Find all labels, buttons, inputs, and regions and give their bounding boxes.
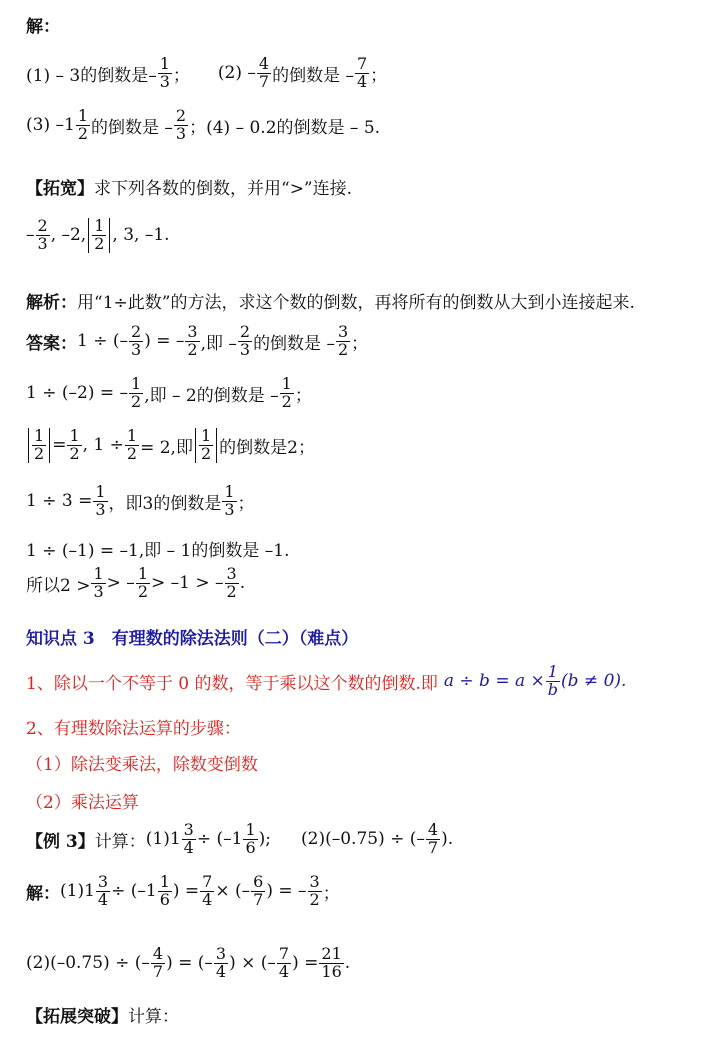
rule-2: 2、有理数除法运算的步骤： (26, 719, 241, 739)
number-list: – $\frac{2}{3}$ , –2, $\frac{1}{2}$ , 3, –1. (26, 216, 170, 253)
answer-conclusion: 所以2 > $\frac{1}{3}$ > – $\frac{1}{2}$ > –1 > – $\frac{3}{2}$ . (26, 564, 246, 601)
solution-label: 解： (26, 17, 60, 37)
extension-breakthrough: 【拓展突破】 计算： (26, 1007, 179, 1027)
knowledge-point-title: 知识点 3 有理数的除法法则（二）（难点） (26, 629, 359, 649)
answer-step-2: 1 ÷ (–2) = – $\frac{1}{2}$ ,即 – 2的倒数是 – $\frac{1}{2}$ ； (26, 374, 312, 411)
answer-line-2: (3) –1 $\frac{1}{2}$ 的倒数是 – $\frac{2}{3}$ ；(4) – 0.2的倒数是 – 5. (26, 106, 381, 143)
solution-1: 解： (1)1 $\frac{3}{4}$ ÷ (–1 $\frac{1}{6}$ ) = $\frac{7}{4}$ × (– $\frac{6}{7}$ ) = – $\frac{3}{2}$ ； (26, 872, 340, 909)
rule-1: 1、除以一个不等于 0 的数，等于乘以这个数的倒数.即 a ÷ b = a × $\frac{1}{b}$ (b ≠ 0). (26, 662, 627, 699)
answer-step-4: 1 ÷ 3 = $\frac{1}{3}$ ，即3的倒数是 $\frac{1}{3}$ ； (26, 482, 255, 519)
extension-question: 【拓宽】 求下列各数的倒数，并用“>”连接. (26, 179, 353, 199)
answer-line-1: (1) – 3的倒数是– $\frac{1}{3}$ ； (2) – $\frac{4}{7}$ 的倒数是 – $\frac{7}{4}$ ； (26, 54, 388, 91)
answer-step-3: $\frac{1}{2}$ = $\frac{1}{2}$ , 1 ÷ $\frac{1}{2}$ = 2,即 $\frac{1}{2}$ 的倒数是2； (26, 428, 315, 463)
example-3: 【例 3】 计算： (1)1 $\frac{3}{4}$ ÷ (–1 $\frac{1}{6}$ ); (2)(–0.75) ÷ (– $\frac{4}{7}$ ). (26, 820, 454, 857)
rule-step-2: （2）乘法运算 (26, 793, 139, 813)
answer-step-1: 答案： 1 ÷ (– $\frac{2}{3}$ ) = – $\frac{3}{2}$ ,即 – $\frac{2}{3}$ 的倒数是 – $\frac{3}{2}$ ； (26, 322, 369, 359)
analysis: 解析： 用“1÷此数”的方法，求这个数的倒数，再将所有的倒数从大到小连接起来. (26, 293, 635, 313)
answer-step-5: 1 ÷ (–1) = –1,即 – 1的倒数是 –1. (26, 541, 290, 561)
solution-2: (2)(–0.75) ÷ (– $\frac{4}{7}$ ) = (– $\frac{3}{4}$ ) × (– $\frac{7}{4}$ ) = $\frac{21}{16}$ . (26, 944, 351, 981)
rule-step-1: （1）除法变乘法，除数变倒数 (26, 755, 258, 775)
